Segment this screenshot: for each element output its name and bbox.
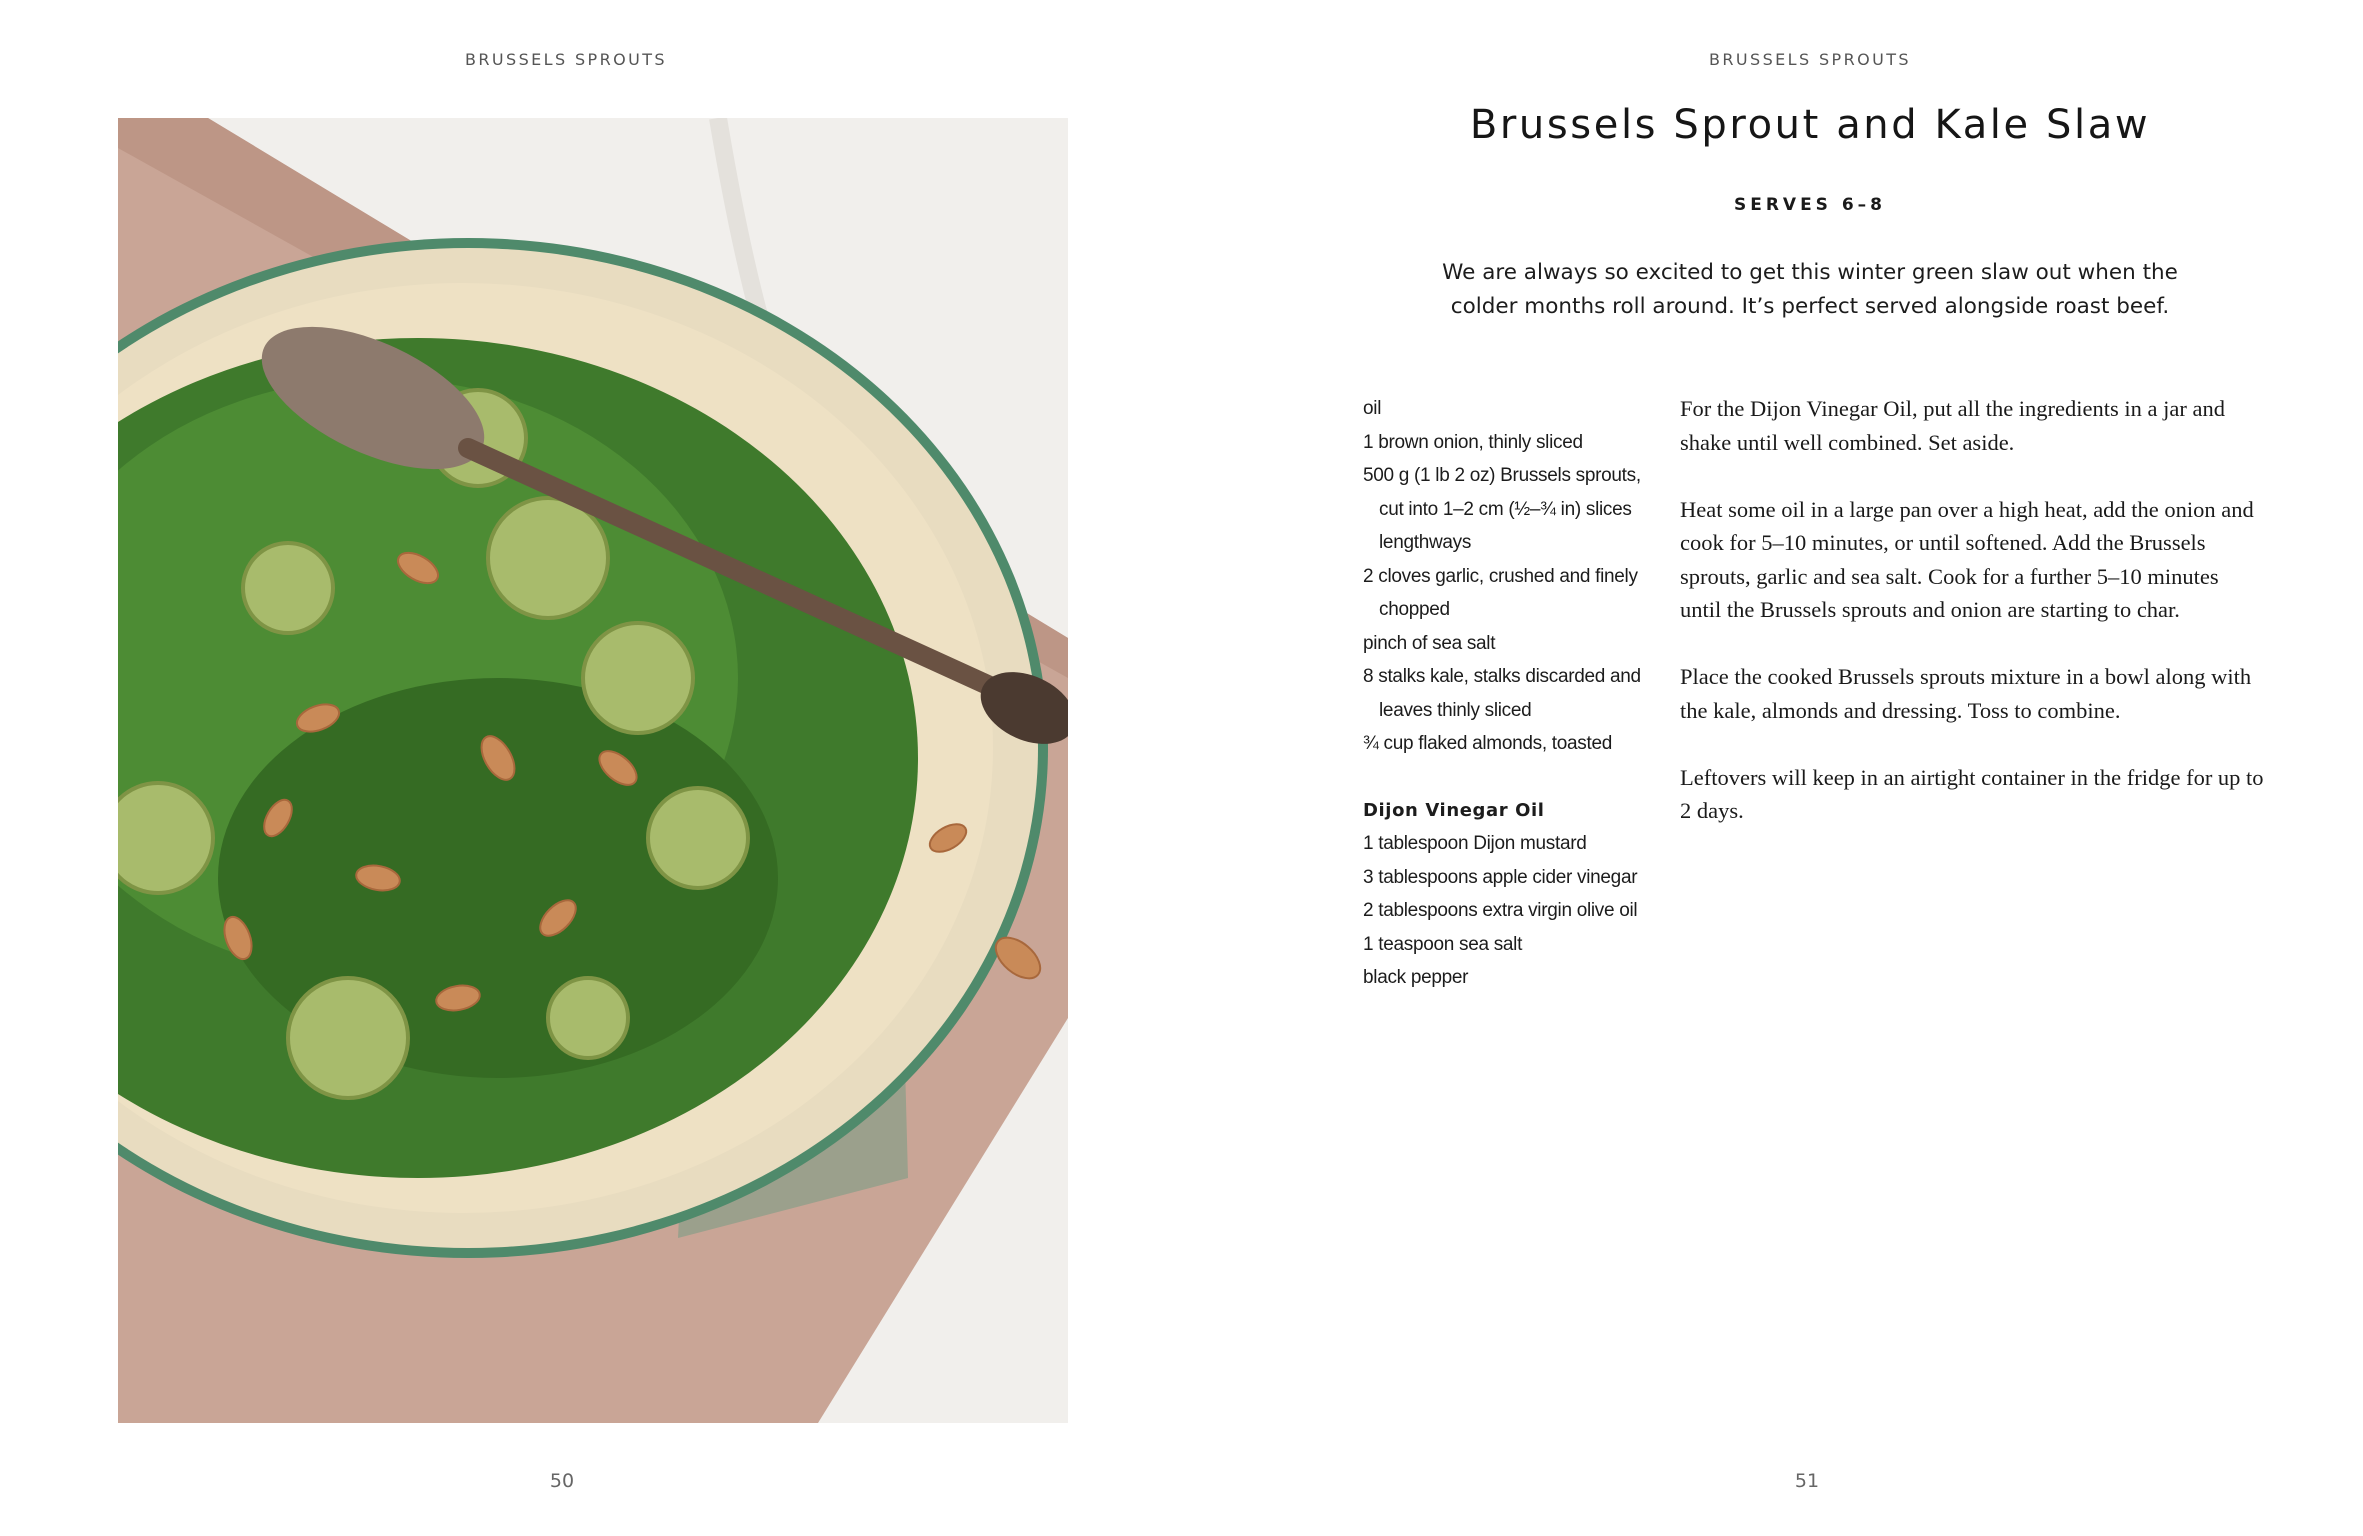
ingredient-item: 2 cloves garlic, crushed and finely chopped	[1363, 565, 1638, 620]
dressing-item: 1 teaspoon sea salt	[1363, 933, 1523, 955]
intro-line: We are always so excited to get this winter green slaw out when the	[1442, 260, 2178, 285]
ingredient-item: ¾ cup flaked almonds, toasted	[1363, 733, 1613, 754]
method-steps	[1680, 392, 2265, 861]
photo-illustration	[118, 118, 1068, 1423]
page-number-right: 51	[1794, 1470, 1820, 1492]
recipe-title: Brussels Sprout and Kale Slaw	[1469, 102, 2151, 148]
dressing-item: 2 tablespoons extra virgin olive oil	[1363, 900, 1638, 921]
ingredient-item: oil	[1363, 398, 1382, 419]
dressing-item: 3 tablespoons apple cider vinegar	[1363, 866, 1638, 888]
running-head-left: BRUSSELS SPROUTS	[465, 50, 667, 69]
ingredient-item: pinch of sea salt	[1363, 632, 1496, 654]
running-head-right: BRUSSELS SPROUTS	[1709, 50, 1911, 69]
dressing-heading: Dijon Vinegar Oil	[1363, 799, 1545, 821]
method-paragraph: Leftovers will keep in an airtight container in the fridge for up to 2 days.	[1680, 764, 2264, 823]
method-paragraph: Heat some oil in a large pan over a high heat, add the onion and cook for 5–10 minutes, or until softened. Add the Brussels sprouts, garlic and sea salt. Cook for a further 5–10 minutes until the Brussels sprouts and onion are starting to char.	[1680, 496, 2254, 622]
page-number-left: 50	[549, 1470, 575, 1492]
intro-line: colder months roll around. It’s perfect served alongside roast beef.	[1450, 294, 2170, 319]
method-paragraph: For the Dijon Vinegar Oil, put all the ingredients in a jar and shake until well combined. Set aside.	[1680, 396, 2225, 455]
recipe-intro	[1420, 256, 2200, 324]
ingredient-list	[1363, 392, 1653, 995]
ingredient-item: 1 brown onion, thinly sliced	[1363, 431, 1583, 453]
ingredient-item: 500 g (1 lb 2 oz) Brussels sprouts, cut into 1–2 cm (½–¾ in) slices lengthways	[1363, 465, 1641, 553]
ingredient-item: 8 stalks kale, stalks discarded and leaves thinly sliced	[1363, 666, 1641, 721]
dressing-item: black pepper	[1363, 967, 1469, 988]
serves-label: SERVES 6–8	[1733, 195, 1887, 215]
dressing-item: 1 tablespoon Dijon mustard	[1363, 833, 1587, 854]
slaw-bowl-photo	[118, 118, 1068, 1423]
method-paragraph: Place the cooked Brussels sprouts mixture in a bowl along with the kale, almonds and dressing. Toss to combine.	[1680, 664, 2252, 723]
